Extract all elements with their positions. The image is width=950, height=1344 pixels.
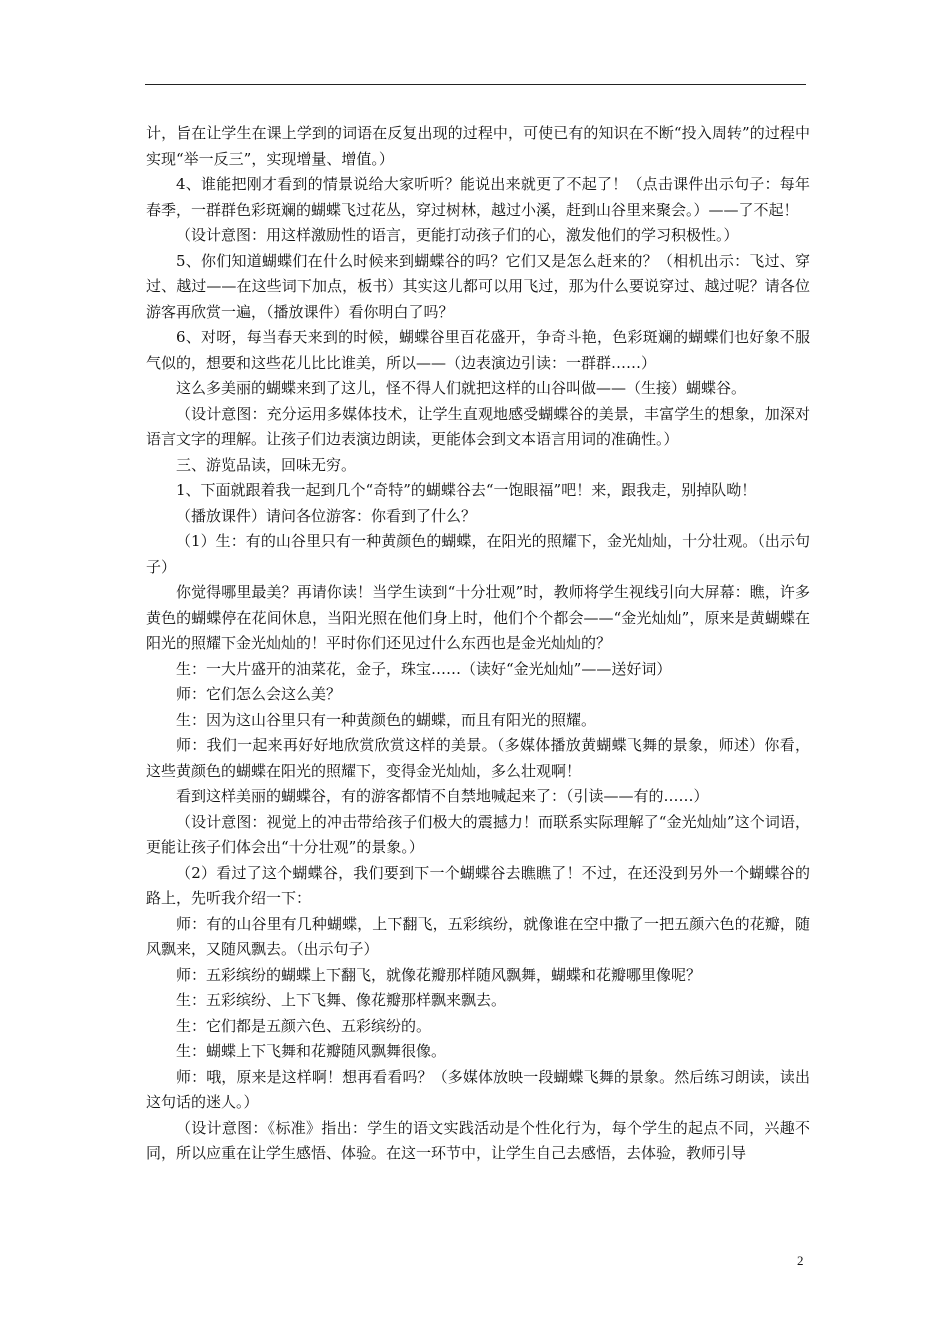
paragraph-11: （1）生：有的山谷里只有一种黄颜色的蝴蝶，在阳光的照耀下，金光灿灿，十分壮观。（出示句子）	[146, 532, 810, 576]
paragraph-5: 6、对呀，每当春天来到的时候，蝴蝶谷里百花盛开，争奇斗艳，色彩斑斓的蝴蝶们也好象不服气似的，想要和这些花儿比比谁美，所以——（边表演边引读：一群群……）	[146, 328, 810, 372]
paragraph-14: 师：它们怎么会这么美？	[176, 685, 342, 703]
paragraph-22: 生：五彩缤纷、上下飞舞、像花瓣那样飘来飘去。	[176, 991, 507, 1009]
paragraph-16: 师：我们一起来再好好地欣赏欣赏这样的美景。（多媒体播放黄蝴蝶飞舞的景象，师述）你看，这些黄颜色的蝴蝶在阳光的照耀下，变得金光灿灿，多么壮观啊！	[146, 736, 810, 780]
paragraph-3: （设计意图：用这样激励性的语言，更能打动孩子们的心，激发他们的学习积极性。）	[176, 226, 739, 244]
paragraph-15: 生：因为这山谷里只有一种黄颜色的蝴蝶，而且有阳光的照耀。	[176, 710, 597, 729]
document-body	[146, 121, 810, 1167]
paragraph-13: 生：一大片盛开的油菜花，金子，珠宝……（读好“金光灿灿”——送好词）	[176, 659, 672, 678]
header-rule	[145, 84, 806, 85]
paragraph-6: 这么多美丽的蝴蝶来到了这儿，怪不得人们就把这样的山谷叫做——（生接）蝴蝶谷。	[176, 379, 747, 397]
paragraph-12: 你觉得哪里最美？再请你读！当学生读到“十分壮观”时，教师将学生视线引向大屏幕：瞧，许多黄色的蝴蝶停在花间休息，当阳光照在他们身上时，他们个个都会——“金光灿灿”，原来是黄蝴蝶在阳光的照耀下金光灿灿的！平时你们还见过什么东西也是金光灿灿的？	[146, 583, 810, 652]
paragraph-10: （播放课件）请问各位游客：你看到了什么？	[176, 506, 477, 525]
paragraph-7: （设计意图：充分运用多媒体技术，让学生直观地感受蝴蝶谷的美景，丰富学生的想象，加深对语言文字的理解。让孩子们边表演边朗读，更能体会到文本语言用词的准确性。）	[146, 404, 810, 448]
paragraph-1: 计，旨在让学生在课上学到的词语在反复出现的过程中，可使已有的知识在不断“投入周转”的过程中实现“举一反三”，实现增量、增值。）	[146, 124, 810, 168]
paragraph-17: 看到这样美丽的蝴蝶谷，有的游客都情不自禁地喊起来了：（引读——有的……）	[176, 787, 709, 805]
paragraph-26: （设计意图：《标准》指出：学生的语文实践活动是个性化行为，每个学生的起点不同，兴趣不同，所以应重在让学生感悟、体验。在这一环节中，让学生自己去感悟，去体验，教师引导	[146, 1118, 810, 1162]
paragraph-25: 师：哦，原来是这样啊！想再看看吗？（多媒体放映一段蝴蝶飞舞的景象。然后练习朗读，读出这句话的迷人。）	[146, 1067, 810, 1111]
paragraph-4: 5、你们知道蝴蝶们在什么时候来到蝴蝶谷的吗？它们又是怎么赶来的？（相机出示：飞过、穿过、越过——在这些词下加点，板书）其实这儿都可以用飞过，那为什么要说穿过、越过呢？请各位游客再欣赏一遍，（播放课件）看你明白了吗？	[146, 251, 810, 321]
paragraph-20: 师：有的山谷里有几种蝴蝶，上下翻飞，五彩缤纷，就像谁在空中撒了一把五颜六色的花瓣，随风飘来，又随风飘去。（出示句子）	[146, 914, 810, 958]
paragraph-19: （2）看过了这个蝴蝶谷，我们要到下一个蝴蝶谷去瞧瞧了！不过，在还没到另外一个蝴蝶谷的路上，先听我介绍一下：	[146, 863, 810, 907]
paragraph-23: 生：它们都是五颜六色、五彩缤纷的。	[176, 1016, 432, 1035]
paragraph-9: 1、下面就跟着我一起到几个“奇特”的蝴蝶谷去“一饱眼福”吧！来，跟我走，别掉队呦！	[176, 481, 757, 499]
paragraph-18: （设计意图：视觉上的冲击带给孩子们极大的震撼力！而联系实际理解了“金光灿灿”这个词语，更能让孩子们体会出“十分壮观”的景象。）	[146, 812, 810, 856]
paragraph-2: 4、谁能把刚才看到的情景说给大家听听？能说出来就更了不起了！（点击课件出示句子：每年春季，一群群色彩斑斓的蝴蝶飞过花丛，穿过树林，越过小溪，赶到山谷里来聚会。）——了不起！	[146, 175, 810, 219]
paragraph-24: 生：蝴蝶上下飞舞和花瓣随风飘舞很像。	[176, 1042, 447, 1060]
section-heading-3: 三、游览品读，回味无穷。	[176, 455, 357, 474]
page-number: 2	[797, 1253, 804, 1268]
paragraph-21: 师：五彩缤纷的蝴蝶上下翻飞，就像花瓣那样随风飘舞，蝴蝶和花瓣哪里像呢？	[176, 965, 702, 984]
